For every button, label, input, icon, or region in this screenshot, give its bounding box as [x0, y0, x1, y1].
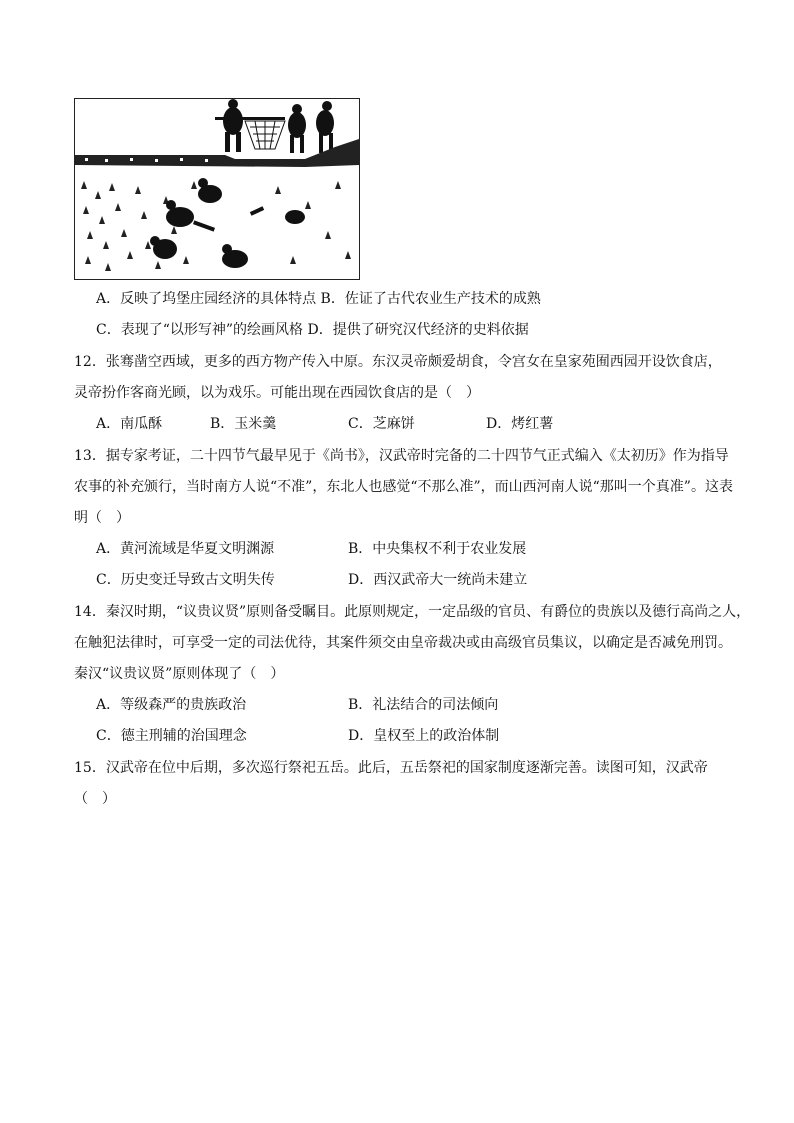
q11-options-row-1: A．反映了坞堡庄园经济的具体特点 B．佐证了古代农业生产技术的成熟	[96, 291, 541, 307]
q14-stem-line-1: 14．秦汉时期，“议贵议贤”原则备受瞩目。此原则规定，一定品级的官员、有爵位的贵族以及德行高尚之人，	[74, 604, 751, 620]
q13-option-a: A．黄河流域是华夏文明渊源	[96, 541, 275, 557]
q12-option-a: A．南瓜酥	[96, 416, 163, 432]
q14-option-a: A．等级森严的贵族政治	[96, 697, 247, 713]
q14-option-c: C．德主刑辅的治国理念	[96, 728, 247, 744]
q15-stem-line-1: 15．汉武帝在位中后期，多次巡行祭祀五岳。此后，五岳祭祀的国家制度逐渐完善。读图可知，汉武帝	[74, 760, 708, 776]
q12-stem-line-2: 灵帝扮作客商光顾，以为戏乐。可能出现在西园饮食店的是（ ）	[74, 385, 480, 401]
q13-stem-line-2: 农事的补充颁行，当时南方人说“不准”，东北人也感觉“不那么准”，而山西河南人说“那叫一个真准”。这表	[74, 479, 733, 495]
relief-rubbing-image	[74, 98, 360, 280]
q13-option-c: C．历史变迁导致古文明失传	[96, 572, 275, 588]
q11-options-row-2: C．表现了“以形写神”的绘画风格 D．提供了研究汉代经济的史料依据	[96, 322, 529, 338]
q13-option-b: B．中央集权不利于农业发展	[348, 541, 527, 557]
q14-stem-line-2: 在触犯法律时，可享受一定的司法优待，其案件须交由皇帝裁决或由高级官员集议，以确定是否减免刑罚。	[74, 635, 732, 651]
q12-option-c: C．芝麻饼	[348, 416, 415, 432]
q13-option-d: D．西汉武帝大一统尚未建立	[348, 572, 528, 588]
q14-stem-line-3: 秦汉“议贵议贤”原则体现了（ ）	[74, 666, 285, 682]
q15-stem-line-2: （ ）	[74, 791, 116, 807]
q13-stem-line-1: 13．据专家考证，二十四节气最早见于《尚书》，汉武帝时完备的二十四节气正式编入《太初历》作为指导	[74, 448, 729, 464]
q14-option-d: D．皇权至上的政治体制	[348, 728, 500, 744]
q12-option-d: D．烤红薯	[486, 416, 554, 432]
q14-option-b: B．礼法结合的司法倾向	[348, 697, 499, 713]
q12-stem-line-1: 12．张骞凿空西域，更多的西方物产传入中原。东汉灵帝颇爱胡食，令宫女在皇家苑囿西园开设饮食店，	[74, 354, 722, 370]
q13-stem-line-3: 明（ ）	[74, 510, 130, 526]
q12-option-b: B．玉米羹	[210, 416, 277, 432]
